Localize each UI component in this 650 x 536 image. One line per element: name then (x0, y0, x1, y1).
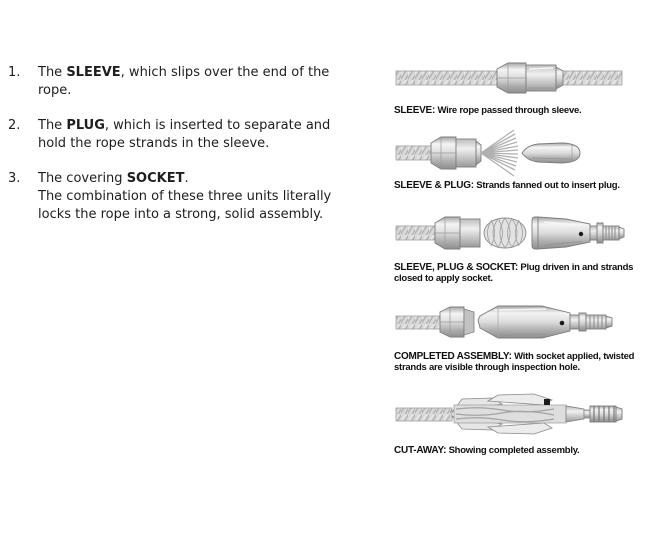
figure-label: SLEEVE, PLUG & SOCKET: (394, 262, 518, 273)
sleeve-fitting (431, 137, 481, 169)
figure-label: COMPLETED ASSEMBLY: (394, 351, 512, 362)
list-item-text-post: . (184, 171, 189, 186)
plug (522, 143, 580, 163)
sleeve-fitting (497, 63, 563, 93)
sleeve-fitting (440, 307, 474, 337)
list-item (8, 117, 342, 153)
list-item-text (38, 64, 332, 100)
wire-rope (396, 408, 452, 421)
figure-text: With socket applied, twisted strands are visible through inspection hole. (394, 351, 635, 373)
socket (478, 306, 612, 338)
list-item-number: 3. (8, 171, 21, 186)
figure-caption (394, 351, 650, 373)
threaded-stub (590, 406, 622, 422)
figure-caption (394, 105, 650, 116)
socket (532, 217, 624, 249)
sleeve-plug-socket-illustration (394, 207, 650, 259)
inspection-hole (560, 321, 565, 326)
sleeve-fitting (435, 217, 480, 249)
wire-rope (396, 146, 434, 160)
list-item-term: SLEEVE (66, 65, 121, 80)
figure-text: Showing completed assembly. (448, 445, 580, 456)
threaded-stub (586, 315, 612, 329)
wire-rope (396, 316, 442, 329)
figure-label: SLEEVE: (394, 105, 436, 116)
inspection-hole (544, 399, 550, 405)
threaded-stub (603, 226, 624, 240)
list-item-number: 1. (8, 65, 21, 80)
figure-label: CUT-AWAY: (394, 445, 447, 456)
figure-step-cut-away (394, 386, 650, 456)
figure-step-sleeve-plug-socket (394, 207, 650, 284)
figure-step-completed-assembly (394, 296, 650, 373)
list-item-text-pre: The (38, 118, 67, 133)
figure-text: Strands fanned out to insert plug. (476, 180, 620, 191)
inspection-hole (579, 232, 583, 236)
cut-away-illustration (394, 386, 650, 442)
list-item-number: 2. (8, 118, 21, 133)
figure-step-sleeve-plug (394, 127, 650, 191)
figure-text: Wire rope passed through sleeve. (437, 105, 582, 116)
list-item (8, 170, 342, 224)
figure-text: Plug driven in and strands closed to apply socket. (394, 262, 634, 284)
list-item-text (38, 117, 332, 153)
list-item-text-post: , which slips over the end of the rope. (38, 65, 330, 98)
list-item (8, 64, 342, 100)
list-item-text-post: , which is inserted to separate and hold the rope strands in the sleeve. (38, 118, 331, 151)
figure-step-sleeve (394, 52, 650, 116)
list-item-text-pre: The (38, 65, 67, 80)
figure-caption (394, 180, 650, 191)
figure-caption (394, 262, 650, 284)
instruction-list (8, 64, 342, 224)
list-item-text (38, 170, 332, 224)
sleeve-plug-illustration (394, 127, 650, 177)
fanned-strands (481, 130, 518, 176)
figure-label: SLEEVE & PLUG: (394, 180, 474, 191)
figure-caption (394, 445, 650, 456)
list-item-term: PLUG (66, 118, 105, 133)
completed-assembly-illustration (394, 296, 650, 348)
cutaway-shell (452, 394, 590, 434)
list-item-continuation: The combination of these three units literally locks the rope into a strong, solid assembly. (38, 189, 332, 222)
list-item-text-pre: The covering (38, 171, 127, 186)
list-item-term: SOCKET (126, 171, 185, 186)
closed-strands-bulb (484, 218, 526, 248)
wire-rope (396, 226, 436, 240)
sleeve-illustration (394, 52, 650, 102)
